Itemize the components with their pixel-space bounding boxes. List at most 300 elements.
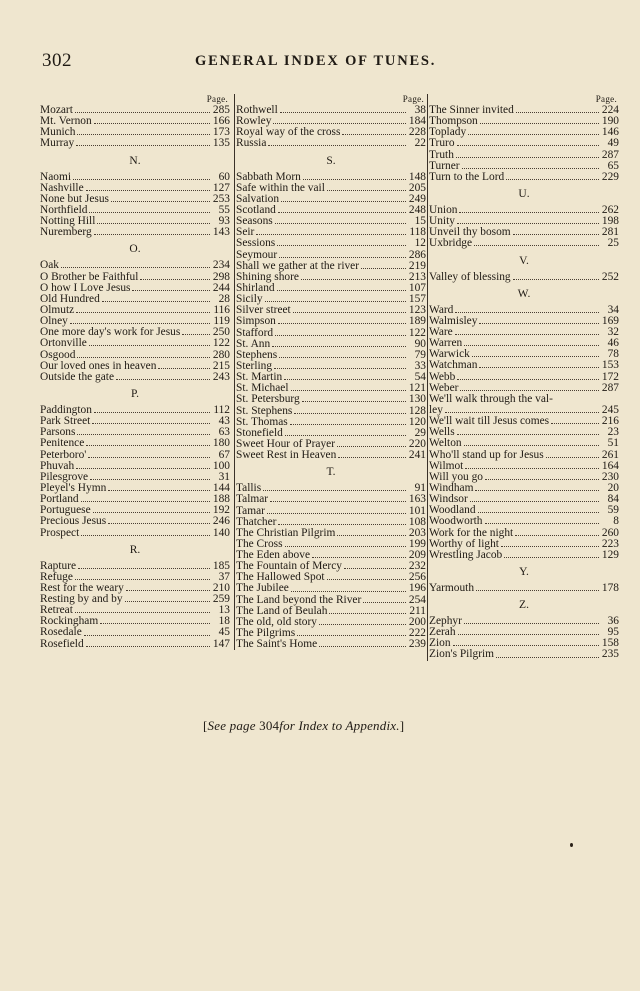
tune-name: Weber: [429, 382, 459, 394]
tune-page-number: 108: [408, 516, 426, 528]
tune-name: Old Hundred: [40, 293, 100, 305]
dot-leader: [86, 445, 210, 446]
index-entry: [40, 605, 230, 616]
index-entry: [40, 627, 230, 638]
tune-page-number: 166: [212, 116, 230, 128]
tune-name: Wrestling Jacob: [429, 549, 503, 561]
index-entry: [236, 261, 426, 272]
tune-name: Rothwell: [236, 105, 278, 116]
tune-name: Talmar: [236, 494, 269, 506]
section-letter: U.: [518, 187, 530, 200]
tune-name: Ward: [429, 304, 454, 316]
tune-name: Sweet Hour of Prayer: [236, 438, 336, 450]
tune-name: Toplady: [429, 127, 467, 139]
tune-name: Seymour: [236, 249, 278, 261]
tune-page-number: 140: [212, 527, 230, 539]
index-entry: [40, 616, 230, 627]
tune-name: Unveil thy bosom: [429, 227, 511, 239]
tune-page-number: 215: [212, 360, 230, 372]
dot-leader: [457, 379, 599, 380]
tune-page-number: 199: [408, 538, 426, 550]
index-entry: [40, 461, 230, 472]
index-entry: [236, 283, 426, 294]
tune-name: The Sinner invited: [429, 105, 514, 116]
dot-leader: [453, 645, 599, 646]
dot-leader: [89, 345, 210, 346]
tune-name: Prospect: [40, 527, 80, 539]
dot-leader: [78, 568, 210, 569]
index-entry: [40, 561, 230, 572]
tune-page-number: 144: [212, 482, 230, 494]
tune-name: Welton: [429, 438, 462, 450]
tune-name: Retreat: [40, 605, 73, 617]
index-entry: [429, 150, 619, 161]
dot-leader: [102, 301, 210, 302]
index-entry: [236, 216, 426, 227]
dot-leader: [158, 368, 210, 369]
tune-name: The Jubilee: [236, 583, 289, 595]
tune-page-number: 95: [607, 627, 619, 639]
tune-name: Sicily: [236, 294, 263, 306]
index-entry: [40, 194, 230, 205]
dot-leader: [93, 512, 210, 513]
bracket-open: [: [203, 718, 208, 733]
tune-page-number: 22: [414, 138, 426, 150]
dot-leader: [279, 257, 406, 258]
dot-leader: [302, 401, 406, 402]
dot-leader: [327, 190, 406, 191]
tune-name: Silver street: [236, 305, 291, 317]
tune-name: Nuremberg: [40, 227, 92, 239]
index-entry: [429, 338, 619, 349]
dot-leader: [479, 323, 599, 324]
tune-page-number: 32: [607, 326, 619, 338]
index-entry: [236, 238, 426, 249]
tune-page-number: 189: [408, 316, 426, 328]
tune-name: Sweet Rest in Heaven: [236, 450, 337, 462]
tune-name: Portland: [40, 494, 79, 506]
tune-name: Windham: [429, 482, 474, 494]
dot-leader: [256, 234, 406, 235]
dot-leader: [480, 123, 599, 124]
tune-page-number: 216: [601, 416, 619, 428]
dot-leader: [504, 557, 599, 558]
tune-page-number: 112: [213, 404, 230, 416]
index-entry: [236, 439, 426, 450]
tune-page-number: 180: [212, 438, 230, 450]
dot-leader: [312, 557, 406, 558]
section-letter: O.: [129, 243, 141, 256]
dot-leader: [327, 579, 406, 580]
index-entry: [236, 328, 426, 339]
tune-name: Olmutz: [40, 304, 75, 316]
index-entry: [429, 472, 619, 483]
dot-leader: [329, 613, 406, 614]
section-letter: Z.: [519, 599, 529, 612]
tune-name: Warwick: [429, 349, 470, 361]
index-entry: [40, 305, 230, 316]
tune-page-number: 130: [408, 394, 426, 406]
dot-leader: [337, 446, 406, 447]
tune-name: Rowley: [236, 116, 272, 128]
index-entry: [40, 572, 230, 583]
tune-page-number: 224: [601, 105, 619, 116]
tune-name: Olney: [40, 316, 68, 328]
tune-name: Watchman: [429, 360, 478, 372]
dot-leader: [76, 468, 210, 469]
tune-page-number: 234: [212, 260, 230, 272]
index-entry: [236, 383, 426, 394]
page-title: GENERAL INDEX OF TUNES.: [195, 53, 437, 69]
tune-name: Yarmouth: [429, 582, 475, 594]
index-entry: [236, 406, 426, 417]
tune-page-number: 249: [408, 193, 426, 205]
tune-page-number: 259: [212, 594, 230, 606]
index-entry: [429, 550, 619, 561]
appendix-note-text: for Index to Appendix.: [279, 718, 400, 733]
see-page-text: See page: [207, 718, 256, 733]
tune-page-number: 45: [218, 627, 230, 639]
tune-page-number: 13: [218, 605, 230, 617]
dot-leader: [272, 346, 406, 347]
index-entry: [236, 372, 426, 383]
dot-leader: [285, 435, 406, 436]
index-column-2: [234, 94, 426, 650]
tune-name: O Brother be Faithful: [40, 271, 139, 283]
tune-name: Turn to the Lord: [429, 171, 505, 183]
tune-name: The Land of Beulah: [236, 605, 328, 617]
index-entry: [40, 427, 230, 438]
tune-page-number: 285: [212, 105, 230, 116]
tune-page-number: 244: [212, 282, 230, 294]
dot-leader: [81, 501, 210, 502]
tune-page-number: 211: [409, 605, 426, 617]
index-entry: [40, 472, 230, 483]
dot-leader: [501, 546, 599, 547]
tune-name: Zion: [429, 638, 451, 650]
tune-name: Zion's Pilgrim: [429, 649, 495, 661]
dot-leader: [280, 112, 406, 113]
index-entry: [236, 272, 426, 283]
tune-page-number: 169: [601, 315, 619, 327]
dot-leader: [92, 423, 210, 424]
tune-page-number: 287: [601, 382, 619, 394]
tune-page-number: 34: [607, 304, 619, 316]
tune-name: The Pilgrims: [236, 628, 296, 640]
tune-page-number: 63: [218, 427, 230, 439]
dot-leader: [77, 434, 210, 435]
tune-page-number: 235: [601, 649, 619, 661]
dot-leader: [319, 624, 406, 625]
dot-leader: [126, 590, 210, 591]
tune-page-number: 15: [414, 216, 426, 228]
dot-leader: [273, 123, 406, 124]
tune-name: Thatcher: [236, 516, 277, 528]
tune-page-number: 143: [212, 227, 230, 239]
tune-name: Peterboro': [40, 449, 87, 461]
index-entry: [236, 572, 426, 583]
tune-name: The Saint's Home: [236, 639, 318, 651]
dot-leader: [290, 424, 406, 425]
dot-leader: [270, 501, 406, 502]
index-entry: [429, 327, 619, 338]
tune-page-number: 280: [212, 349, 230, 361]
dot-leader: [140, 279, 210, 280]
tune-name: Ware: [429, 326, 453, 338]
tune-name: Truro: [429, 138, 455, 150]
tune-page-number: 122: [408, 327, 426, 339]
dot-leader: [363, 602, 406, 603]
tune-page-number: 256: [408, 572, 426, 584]
dot-leader: [86, 190, 210, 191]
tune-name: Stonefield: [236, 427, 283, 439]
dot-leader: [94, 123, 210, 124]
dot-leader: [274, 368, 406, 369]
tune-page-number: 200: [408, 616, 426, 628]
index-entry: [429, 405, 619, 416]
tune-name: Walmisley: [429, 315, 478, 327]
dot-leader: [458, 634, 599, 635]
tune-name: O how I Love Jesus: [40, 282, 131, 294]
dot-leader: [108, 523, 210, 524]
dot-leader: [475, 490, 599, 491]
dot-leader: [275, 335, 406, 336]
dot-leader: [455, 334, 599, 335]
dot-leader: [285, 546, 406, 547]
tune-page-number: 38: [414, 105, 426, 116]
tune-name: Naomi: [40, 171, 72, 183]
appendix-page-number: 304: [259, 718, 280, 733]
tune-page-number: 31: [218, 471, 230, 483]
tune-page-number: 185: [212, 560, 230, 572]
tune-name: Scotland: [236, 204, 276, 216]
dot-leader: [338, 457, 406, 458]
tune-name: Shining shore: [236, 271, 299, 283]
tune-page-number: 23: [607, 427, 619, 439]
dot-leader: [457, 434, 599, 435]
tune-page-number: 25: [607, 238, 619, 250]
index-entry: [236, 361, 426, 372]
tune-page-number: 8: [613, 516, 619, 528]
index-entry: [40, 361, 230, 372]
index-entry: [429, 161, 619, 172]
index-entry: [236, 116, 426, 127]
index-entry: [40, 594, 230, 605]
tune-page-number: 51: [607, 438, 619, 450]
dot-leader: [506, 179, 599, 180]
tune-name: Rockingham: [40, 616, 99, 628]
tune-page-number: 196: [408, 583, 426, 595]
dot-leader: [100, 623, 210, 624]
index-entry: [429, 372, 619, 383]
dot-leader: [551, 423, 599, 424]
tune-page-number: 12: [414, 238, 426, 250]
dot-leader: [462, 168, 599, 169]
index-entry: [40, 416, 230, 427]
dot-leader: [97, 223, 210, 224]
tune-name: Notting Hill: [40, 216, 96, 228]
section-letter: P.: [131, 387, 139, 400]
index-entry: [236, 528, 426, 539]
index-entry: [429, 227, 619, 238]
dot-leader: [455, 312, 599, 313]
tune-name: Resting by and by: [40, 594, 123, 606]
index-entry: [40, 405, 230, 416]
tune-page-number: 46: [607, 338, 619, 350]
dot-leader: [284, 379, 406, 380]
tune-page-number: 230: [601, 471, 619, 483]
tune-page-number: 116: [213, 304, 230, 316]
dot-leader: [293, 312, 406, 313]
dot-leader: [319, 646, 406, 647]
dot-leader: [478, 512, 599, 513]
index-entry: [236, 583, 426, 594]
dot-leader: [108, 490, 210, 491]
tune-name: Murray: [40, 138, 75, 150]
index-entry: [40, 583, 230, 594]
dot-leader: [94, 412, 210, 413]
tune-name: Warren: [429, 338, 463, 350]
tune-page-number: 246: [212, 516, 230, 528]
tune-page-number: 78: [607, 349, 619, 361]
tune-page-number: 79: [414, 349, 426, 361]
dot-leader: [465, 468, 599, 469]
dot-leader: [297, 635, 406, 636]
tune-name: The Hallowed Spot: [236, 572, 325, 584]
section-letter: R.: [129, 543, 141, 556]
index-entry: [429, 360, 619, 371]
index-entry: [40, 483, 230, 494]
tune-name: Outside the gate: [40, 371, 115, 383]
index-entry: [236, 339, 426, 350]
bracket-close: ]: [399, 718, 405, 733]
index-entry: [236, 494, 426, 505]
tune-name: Sterling: [236, 360, 273, 372]
tune-page-number: 100: [212, 460, 230, 472]
dot-leader: [75, 112, 210, 113]
tune-page-number: 254: [408, 594, 426, 606]
dot-leader: [457, 145, 599, 146]
index-entry: [236, 316, 426, 327]
index-entry: [40, 283, 230, 294]
tune-name: Who'll stand up for Jesus: [429, 449, 544, 461]
index-entry: [40, 127, 230, 138]
dot-leader: [76, 145, 210, 146]
dot-leader: [303, 179, 406, 180]
tune-page-number: 213: [408, 271, 426, 283]
tune-name: Royal way of the cross: [236, 127, 341, 139]
index-entry: [40, 327, 230, 338]
tune-name: Penitence: [40, 438, 85, 450]
index-entry: [40, 205, 230, 216]
dot-leader: [76, 312, 210, 313]
dot-leader: [116, 379, 210, 380]
dot-leader: [281, 201, 406, 202]
index-entry: [40, 138, 230, 149]
tune-page-number: 223: [601, 538, 619, 550]
index-entry: [429, 649, 619, 660]
dot-leader: [268, 145, 406, 146]
index-entry: [40, 183, 230, 194]
tune-page-number: 157: [408, 294, 426, 306]
dot-leader: [456, 157, 599, 158]
page-column-label: Page.: [402, 94, 424, 104]
tune-page-number: 241: [408, 450, 426, 462]
index-column-3: [427, 94, 619, 661]
tune-page-number: 173: [212, 127, 230, 139]
tune-page-number: 43: [218, 416, 230, 428]
tune-name: Parsons: [40, 427, 76, 439]
tune-name: Will you go: [429, 471, 483, 483]
index-entry: [236, 127, 426, 138]
index-entry: [429, 494, 619, 505]
dot-leader: [84, 635, 210, 636]
tune-name: St. Ann: [236, 338, 271, 350]
tune-page-number: 158: [601, 638, 619, 650]
index-entry: [236, 172, 426, 183]
tune-name: The old, old story: [236, 616, 317, 628]
tune-name: Woodworth: [429, 516, 483, 528]
tune-name: Rosefield: [40, 638, 84, 650]
tune-page-number: 192: [212, 505, 230, 517]
tune-name: Stephens: [236, 349, 278, 361]
index-entry: [429, 461, 619, 472]
page-number: 302: [42, 50, 72, 71]
dot-leader: [265, 301, 406, 302]
tune-name: Rapture: [40, 560, 77, 572]
dot-leader: [515, 535, 599, 536]
dot-leader: [61, 267, 210, 268]
dot-leader: [460, 390, 599, 391]
index-entry: [236, 595, 426, 606]
index-entry: [429, 483, 619, 494]
tune-name: Shall we gather at the river: [236, 260, 360, 272]
section-letter: S.: [326, 154, 336, 167]
index-entry: [236, 606, 426, 617]
tune-page-number: 18: [218, 616, 230, 628]
dot-leader: [275, 223, 406, 224]
tune-page-number: 123: [408, 305, 426, 317]
index-entry: [429, 638, 619, 649]
tune-page-number: 37: [218, 571, 230, 583]
tune-name: Valley of blessing: [429, 271, 511, 283]
tune-page-number: 146: [601, 127, 619, 139]
index-entry: [429, 505, 619, 516]
dot-leader: [125, 601, 210, 602]
dot-leader: [86, 646, 210, 647]
index-entry: [429, 583, 619, 594]
tune-page-number: 65: [607, 160, 619, 172]
index-entry: [429, 238, 619, 249]
tune-name: The Land beyond the River: [236, 594, 362, 606]
tune-page-number: 287: [601, 149, 619, 161]
tune-page-number: 210: [212, 582, 230, 594]
dot-leader: [464, 345, 599, 346]
index-entry: [429, 627, 619, 638]
tune-name: Worthy of light: [429, 538, 499, 550]
index-entry: [236, 483, 426, 494]
tune-page-number: 239: [408, 639, 426, 651]
dot-leader: [279, 357, 406, 358]
tune-name: Truth: [429, 149, 454, 161]
tune-name: Portuguese: [40, 505, 91, 517]
dot-leader: [111, 201, 210, 202]
dot-leader: [182, 334, 210, 335]
index-entry: [429, 616, 619, 627]
tune-name: The Eden above: [236, 550, 311, 562]
index-entry: [236, 450, 426, 461]
tune-page-number: 188: [212, 494, 230, 506]
